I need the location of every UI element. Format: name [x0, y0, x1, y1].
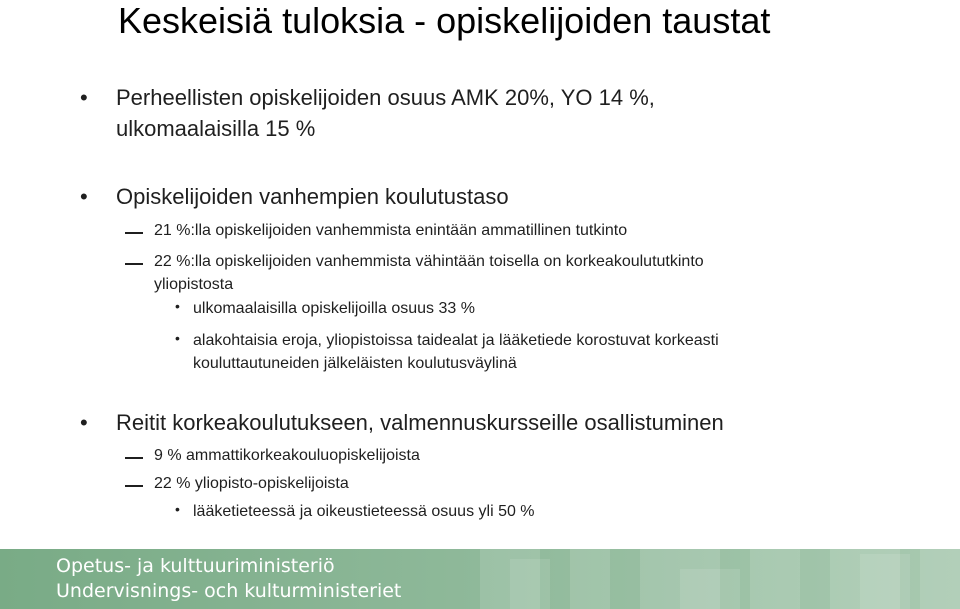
sub-sub-bullet-text: alakohtaisia eroja, yliopistoissa taidealat ja lääketiede korostuvat korkeasti [193, 332, 719, 349]
ministry-name-finnish: Opetus- ja kulttuuriministeriö [56, 555, 335, 577]
footer-pattern-graphic [480, 549, 960, 609]
bullet-marker: • [175, 330, 180, 346]
sub-sub-bullet-text: lääketieteessä ja oikeustieteessä osuus yli 50 % [193, 503, 535, 520]
sub-bullet-text: yliopistosta [154, 276, 234, 293]
sub-sub-bullet-text: ulkomaalaisilla opiskelijoilla osuus 33 % [193, 300, 475, 317]
sub-sub-bullet-text: kouluttautuneiden jälkeläisten koulutusväylinä [193, 355, 517, 372]
bullet-marker: • [175, 501, 180, 517]
sub-bullet-text: 22 % yliopisto-opiskelijoista [154, 475, 349, 492]
bullet-text: Opiskelijoiden vanhempien koulutustaso [116, 184, 509, 209]
sub-bullet-text: 21 %:lla opiskelijoiden vanhemmista enintään ammatillinen tutkinto [154, 222, 628, 239]
bullet-text: ulkomaalaisilla 15 % [116, 116, 316, 141]
dash-marker [125, 485, 143, 487]
bullet-marker: • [80, 184, 88, 209]
bullet-text: Reitit korkeakoulutukseen, valmennuskursseille osallistuminen [116, 410, 724, 435]
slide-title: Keskeisiä tuloksia - opiskelijoiden taustat [118, 0, 771, 41]
bullet-marker: • [175, 298, 180, 314]
bullet-text: Perheellisten opiskelijoiden osuus AMK 20%, YO 14 %, [116, 85, 655, 110]
dash-marker [125, 232, 143, 234]
sub-bullet-text: 9 % ammattikorkeakouluopiskelijoista [154, 447, 420, 464]
bullet-marker: • [80, 410, 88, 435]
dash-marker [125, 263, 143, 265]
ministry-name-swedish: Undervisnings- och kulturministeriet [56, 580, 402, 602]
sub-bullet-text: 22 %:lla opiskelijoiden vanhemmista vähintään toisella on korkeakoulututkinto [154, 253, 704, 270]
ministry-footer-banner [0, 549, 960, 609]
dash-marker [125, 457, 143, 459]
bullet-marker: • [80, 85, 88, 110]
